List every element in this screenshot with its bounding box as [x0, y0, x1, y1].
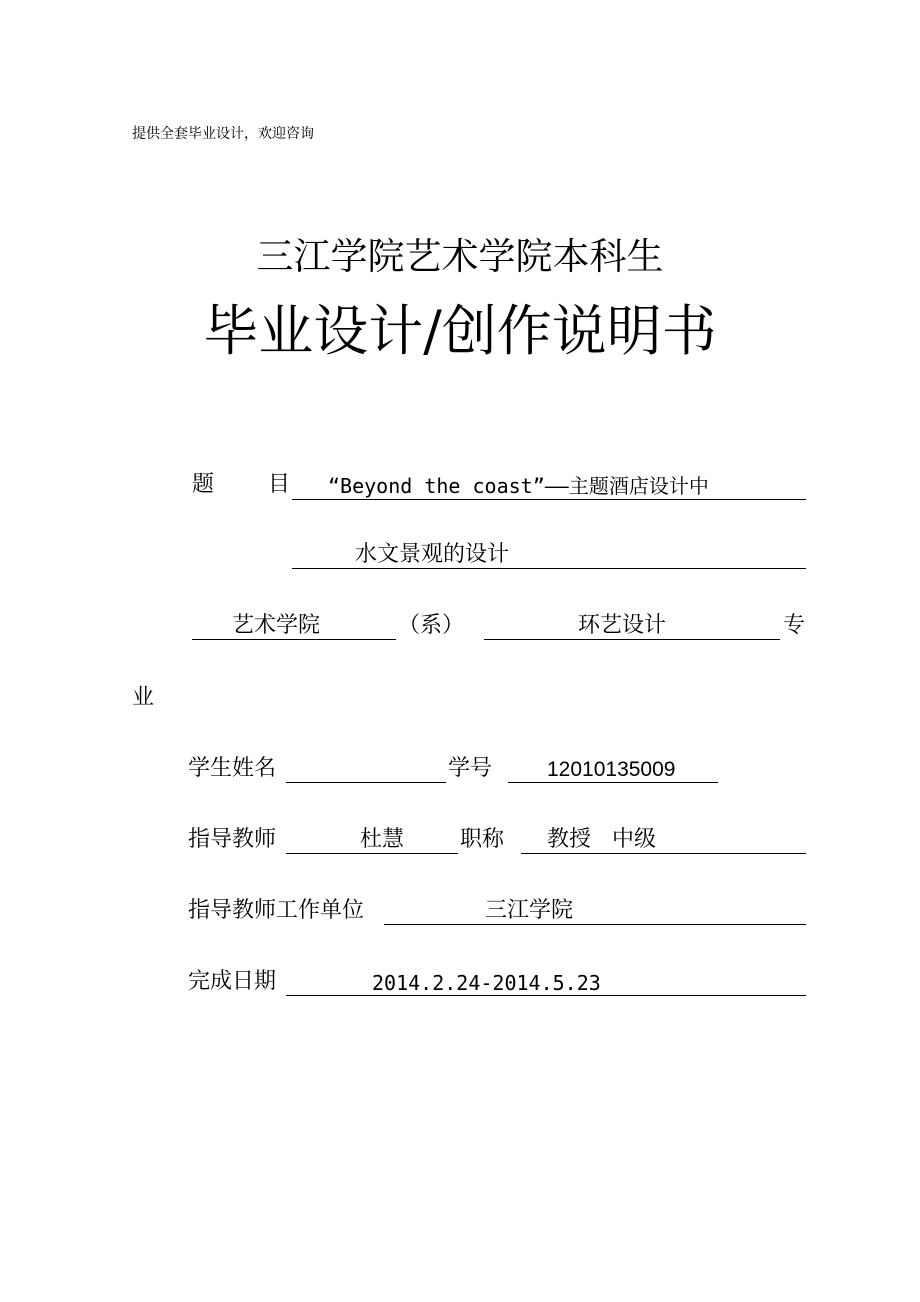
header-notice: 提供全套毕业设计，欢迎咨询: [132, 126, 314, 142]
major-suffix-2: 业: [132, 685, 155, 710]
advisor-unit-value: 三江学院: [485, 898, 574, 923]
completion-date-label: 完成日期: [188, 969, 277, 994]
advisor-unit-label: 指导教师工作单位: [188, 898, 365, 923]
advisor-title-value: 教授 中级: [547, 827, 656, 852]
student-id-value: 12010135009: [547, 758, 676, 781]
student-id-label: 学号: [448, 756, 493, 781]
major-value: 环艺设计: [578, 613, 667, 638]
college-suffix: （系）: [398, 613, 465, 638]
college-value: 艺术学院: [232, 613, 321, 638]
topic-value-part2: 水文景观的设计: [355, 542, 510, 567]
advisor-label: 指导教师: [188, 827, 277, 852]
topic-value-part1: “Beyond the coast”——主题酒店设计中: [328, 474, 709, 498]
student-name-underline: [286, 782, 446, 783]
cover-title-line2: 毕业设计/创作说明书: [203, 299, 717, 363]
completion-date-value: 2014.2.24-2014.5.23: [372, 971, 601, 995]
student-name-label: 学生姓名: [188, 756, 277, 781]
advisor-name: 杜慧: [360, 827, 405, 852]
advisor-unit-underline: [384, 924, 806, 925]
topic-label-char1: 题: [192, 472, 215, 497]
cover-title-line1: 三江学院艺术学院本科生: [256, 235, 664, 278]
major-suffix-1: 专: [783, 613, 806, 638]
topic-label-char2: 目: [268, 472, 291, 497]
advisor-title-label: 职称: [460, 827, 505, 852]
